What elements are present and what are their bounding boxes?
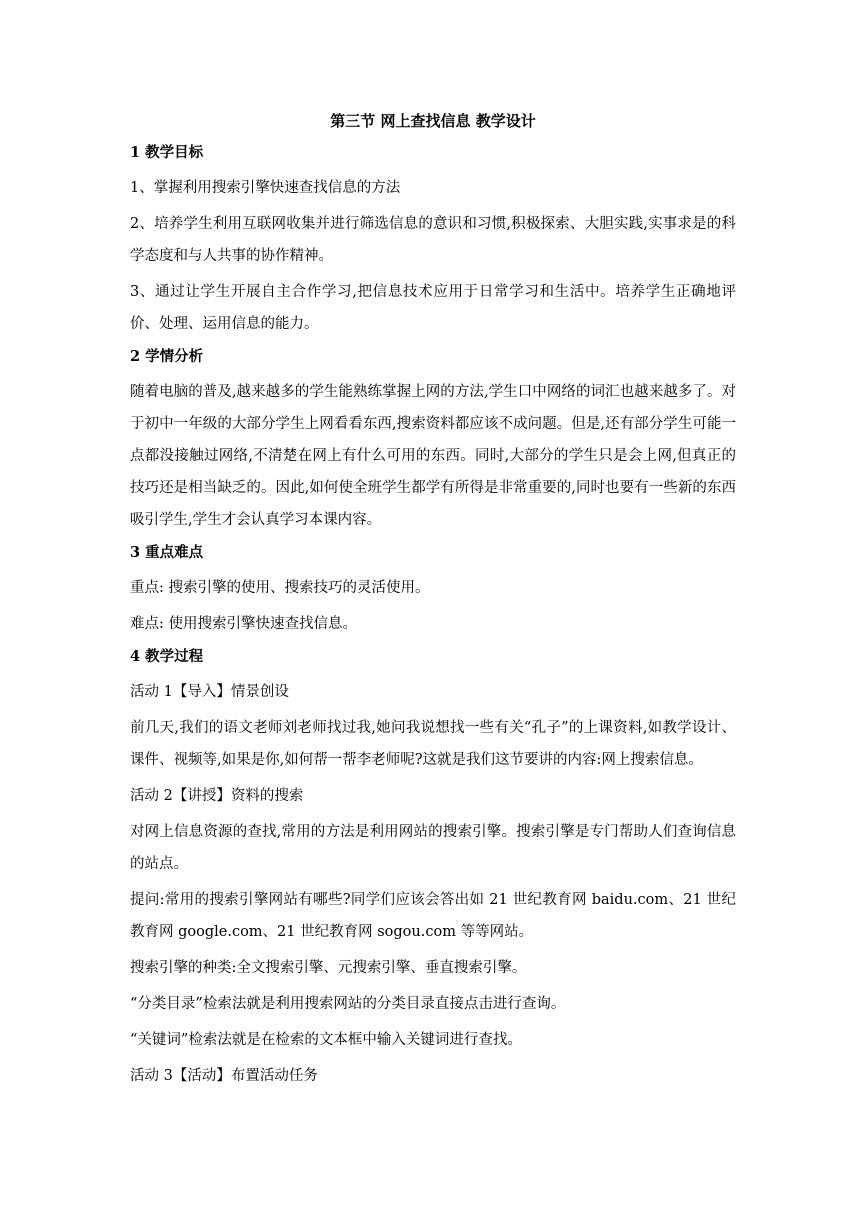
paragraph: “关键词”检索法就是在检索的文本框中输入关键词进行查找。	[130, 1032, 522, 1048]
section-teaching-goals	[130, 140, 736, 340]
section-heading: 1 教学目标	[130, 144, 204, 161]
paragraph: 搜索引擎的种类:全文搜索引擎、元搜索引擎、垂直搜索引擎。	[130, 960, 527, 976]
paragraph: 3、通过让学生开展自主合作学习,把信息技术应用于日常学习和生活中。培养学生正确地评价、处理、运用信息的能力。	[130, 284, 736, 332]
section-student-analysis	[130, 344, 736, 536]
activity-title: 活动 3【活动】布置活动任务	[130, 1068, 318, 1084]
section-key-difficulties	[130, 540, 736, 640]
paragraph: 1、掌握利用搜索引擎快速查找信息的方法	[130, 180, 401, 196]
paragraph: 前几天,我们的语文老师刘老师找过我,她问我说想找一些有关“孔子”的上课资料,如教学设计、课件、视频等,如果是你,如何帮一帮李老师呢?这就是我们这节要讲的内容:网上搜索信息。	[130, 720, 736, 768]
paragraph: 难点: 使用搜索引擎快速查找信息。	[130, 616, 357, 632]
section-heading: 4 教学过程	[130, 648, 204, 665]
document-page	[130, 108, 736, 1096]
section-heading: 2 学情分析	[130, 348, 204, 365]
document-title: 第三节 网上查找信息 教学设计	[330, 112, 536, 130]
activity-title: 活动 1【导入】情景创设	[130, 684, 289, 700]
paragraph: “分类目录”检索法就是利用搜索网站的分类目录直接点击进行查询。	[130, 996, 566, 1012]
paragraph: 对网上信息资源的查找,常用的方法是利用网站的搜索引擎。搜索引擎是专门帮助人们查询信息的站点。	[130, 824, 736, 872]
activity-title: 活动 2【讲授】资料的搜索	[130, 788, 304, 804]
paragraph: 随着电脑的普及,越来越多的学生能熟练掌握上网的方法,学生口中网络的词汇也越来越多了。对于初中一年级的大部分学生上网看看东西,搜索资料都应该不成问题。但是,还有部分学生可能一点都没接触过网络,不清楚在网上有什么可用的东西。同时,大部分的学生只是会上网,但真正的技巧还是相当缺乏的。因此,如何使全班学生都学有所得是非常重要的,同时也要有一些新的东西吸引学生,学生才会认真学习本课内容。	[130, 384, 736, 528]
section-teaching-process	[130, 644, 736, 1092]
section-heading: 3 重点难点	[130, 544, 204, 561]
paragraph: 重点: 搜索引擎的使用、搜索技巧的灵活使用。	[130, 580, 430, 596]
paragraph: 提问:常用的搜索引擎网站有哪些?同学们应该会答出如 21 世纪教育网 baidu.com、21 世纪教育网 google.com、21 世纪教育网 sogou.com 等等网站。	[130, 892, 736, 940]
paragraph: 2、培养学生利用互联网收集并进行筛选信息的意识和习惯,积极探索、大胆实践,实事求是的科学态度和与人共事的协作精神。	[130, 216, 736, 264]
